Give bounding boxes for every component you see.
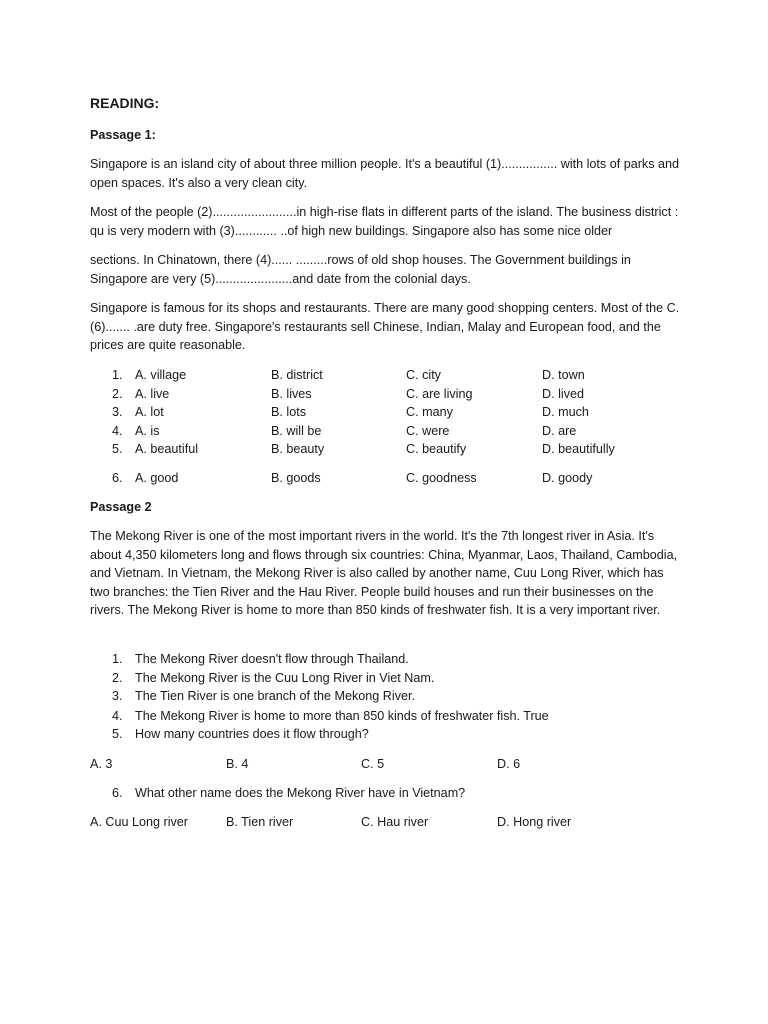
option-row — [90, 440, 680, 459]
passage-1-options — [90, 366, 680, 486]
option-number: 4. — [112, 423, 123, 438]
question-text: The Tien River is one branch of the Mekong River. — [135, 689, 416, 704]
passage-1-label: Passage 1: — [90, 128, 156, 142]
passage-1-paragraph-2: Most of the people (2)........................in high-rise flats in different parts of the island. The business district : qu is very modern with (3)............ ..of high new buildings. Singapore also has some nice older — [90, 205, 679, 238]
question-text: What other name does the Mekong River have in Vietnam? — [135, 786, 466, 800]
option-b: B. beauty — [271, 442, 325, 457]
answer-b: B. 4 — [226, 757, 249, 771]
answer-b: B. Tien river — [226, 815, 294, 829]
answer-d: D. Hong river — [497, 815, 572, 829]
question-item — [90, 669, 680, 688]
answer-c: C. Hau river — [361, 815, 429, 829]
option-a: A. is — [135, 423, 160, 438]
option-d: D. town — [542, 368, 585, 382]
option-d: D. lived — [542, 386, 584, 401]
passage-2-text: The Mekong River is one of the most important rivers in the world. It's the 7th longest river in Asia. It's about 4,350 kilometers long and flows through six countries: China, Myanmar, Laos, Thailand, Cambodia, and Vietnam. In Vietnam, the Mekong River is also called by another name, Cuu Long River, which has two branches: the Tien River and the Hau River. People build houses and run their businesses on the rivers. The Mekong River is home to more than 850 kinds of freshwater fish. It is a very important river. — [90, 529, 678, 618]
question-number: 6. — [112, 786, 123, 800]
answer-a: A. Cuu Long river — [90, 815, 189, 829]
option-c: C. many — [406, 405, 453, 420]
option-c: C. were — [406, 423, 450, 438]
question-item — [90, 650, 680, 669]
answer-c: C. 5 — [361, 757, 385, 771]
option-row — [90, 422, 680, 441]
reading-title: READING: — [90, 95, 160, 111]
option-a: A. beautiful — [135, 442, 199, 457]
option-number: 5. — [112, 442, 123, 457]
option-d: D. are — [542, 423, 577, 438]
option-row — [90, 403, 680, 422]
question-6-answers — [90, 813, 680, 832]
option-row — [90, 385, 680, 404]
question-text: The Mekong River doesn't flow through Thailand. — [135, 652, 409, 666]
option-b: B. goods — [271, 471, 321, 485]
option-c: C. city — [406, 368, 441, 382]
question-item — [90, 725, 680, 744]
passage-2-label: Passage 2 — [90, 500, 152, 514]
passage-1-paragraph-1: Singapore is an island city of about three million people. It's a beautiful (1)................ with lots of parks and open spaces. It's also a very clean city. — [90, 157, 680, 190]
option-row — [90, 469, 680, 488]
answer-a: A. 3 — [90, 757, 113, 771]
option-number: 6. — [112, 471, 123, 485]
option-b: B. district — [271, 368, 323, 382]
question-number: 5. — [112, 727, 123, 742]
question-5-answers — [90, 755, 680, 774]
passage-2-questions — [90, 650, 680, 744]
question-number: 2. — [112, 670, 123, 685]
option-row — [90, 366, 680, 385]
answer-d: D. 6 — [497, 757, 521, 771]
option-b: B. lots — [271, 405, 306, 420]
option-b: B. lives — [271, 386, 312, 401]
option-number: 3. — [112, 405, 123, 420]
question-number: 4. — [112, 708, 123, 723]
option-number: 2. — [112, 386, 123, 401]
question-number: 1. — [112, 652, 123, 666]
option-d: D. goody — [542, 471, 593, 485]
question-item — [90, 687, 680, 706]
option-number: 1. — [112, 368, 123, 382]
question-text: The Mekong River is home to more than 850 kinds of freshwater fish. True — [135, 708, 549, 723]
option-a: A. good — [135, 471, 179, 485]
question-6 — [90, 784, 680, 803]
option-b: B. will be — [271, 423, 322, 438]
option-a: A. live — [135, 386, 170, 401]
option-a: A. village — [135, 368, 187, 382]
option-c: C. are living — [406, 386, 473, 401]
option-a: A. lot — [135, 405, 164, 420]
passage-1-paragraph-3: sections. In Chinatown, there (4)...... .........rows of old shop houses. The Government buildings in Singapore are very (5)......................and date from the colonial days. — [90, 253, 631, 286]
question-item — [90, 707, 680, 726]
option-c: C. goodness — [406, 471, 477, 485]
question-number: 3. — [112, 689, 123, 704]
question-text: How many countries does it flow through? — [135, 727, 369, 742]
option-d: D. much — [542, 405, 589, 420]
option-c: C. beautify — [406, 442, 467, 457]
option-d: D. beautifully — [542, 442, 615, 457]
passage-1-paragraph-4: Singapore is famous for its shops and restaurants. There are many good shopping centers. Most of the C. (6)....... .are duty free. Singapore's restaurants sell Chinese, Indian, Malay and European food, and the prices are quite reasonable. — [90, 301, 680, 353]
question-text: The Mekong River is the Cuu Long River in Viet Nam. — [135, 670, 435, 685]
